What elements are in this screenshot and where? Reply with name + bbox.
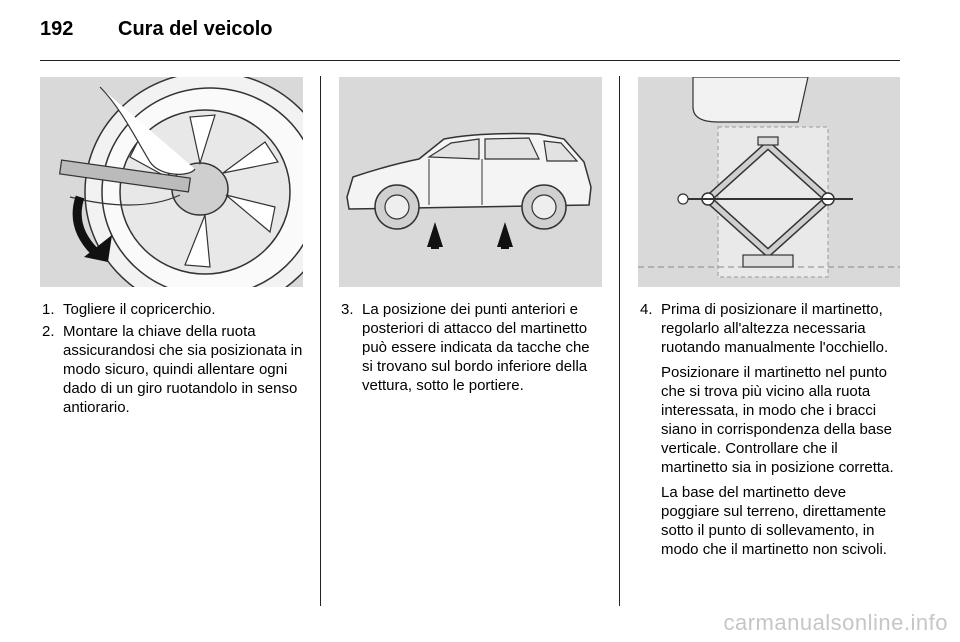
list-item — [40, 300, 305, 319]
step-number: 4. — [640, 301, 653, 318]
watermark-text: carmanualsonline.info — [723, 610, 948, 635]
step-text: Togliere il copricerchio. — [63, 301, 216, 318]
scissor-jack-illustration — [638, 77, 900, 287]
step-number: 3. — [341, 301, 354, 318]
section-title: Cura del veicolo — [118, 18, 273, 40]
page-number: 192 — [40, 18, 74, 40]
paragraph: Posizionare il martinetto nel punto che si trova più vicino alla ruota interessata, in modo che i bracci siano in corrispondenza della base verticale. Controllare che il martinetto sia in posizione corretta. — [661, 364, 894, 476]
figure-car-jack-points — [339, 77, 602, 287]
step-number: 1. — [42, 301, 55, 318]
step-number: 2. — [42, 323, 55, 340]
step-text: Prima di posizionare il martinetto, regolarlo all'altezza necessaria ruotando manualmente l'occhiello. — [661, 301, 889, 356]
list-item — [339, 300, 604, 395]
car-side-illustration — [339, 77, 602, 287]
figure-wheel-wrench — [40, 77, 303, 287]
column-1 — [40, 300, 305, 420]
column-2 — [339, 300, 604, 398]
column-divider — [619, 76, 620, 606]
wheel-wrench-illustration — [40, 77, 303, 287]
figure-scissor-jack — [638, 77, 900, 287]
paragraph: La base del martinetto deve poggiare sul terreno, direttamente sotto il punto di sollevamento, in modo che il martinetto non scivoli. — [661, 484, 887, 558]
column-3 — [638, 300, 902, 559]
list-item — [638, 300, 902, 357]
list-item — [40, 322, 305, 417]
column-divider — [320, 76, 321, 606]
header-rule — [40, 60, 900, 61]
step-text: La posizione dei punti anteriori e posteriori di attacco del martinetto può essere indicata da tacche che si trovano sul bordo inferiore della vettura, sotto le portiere. — [362, 301, 590, 394]
step-text: Montare la chiave della ruota assicurandosi che sia posizionata in modo sicuro, quindi allentare ogni dado di un giro ruotandolo in senso antiorario. — [63, 323, 303, 416]
